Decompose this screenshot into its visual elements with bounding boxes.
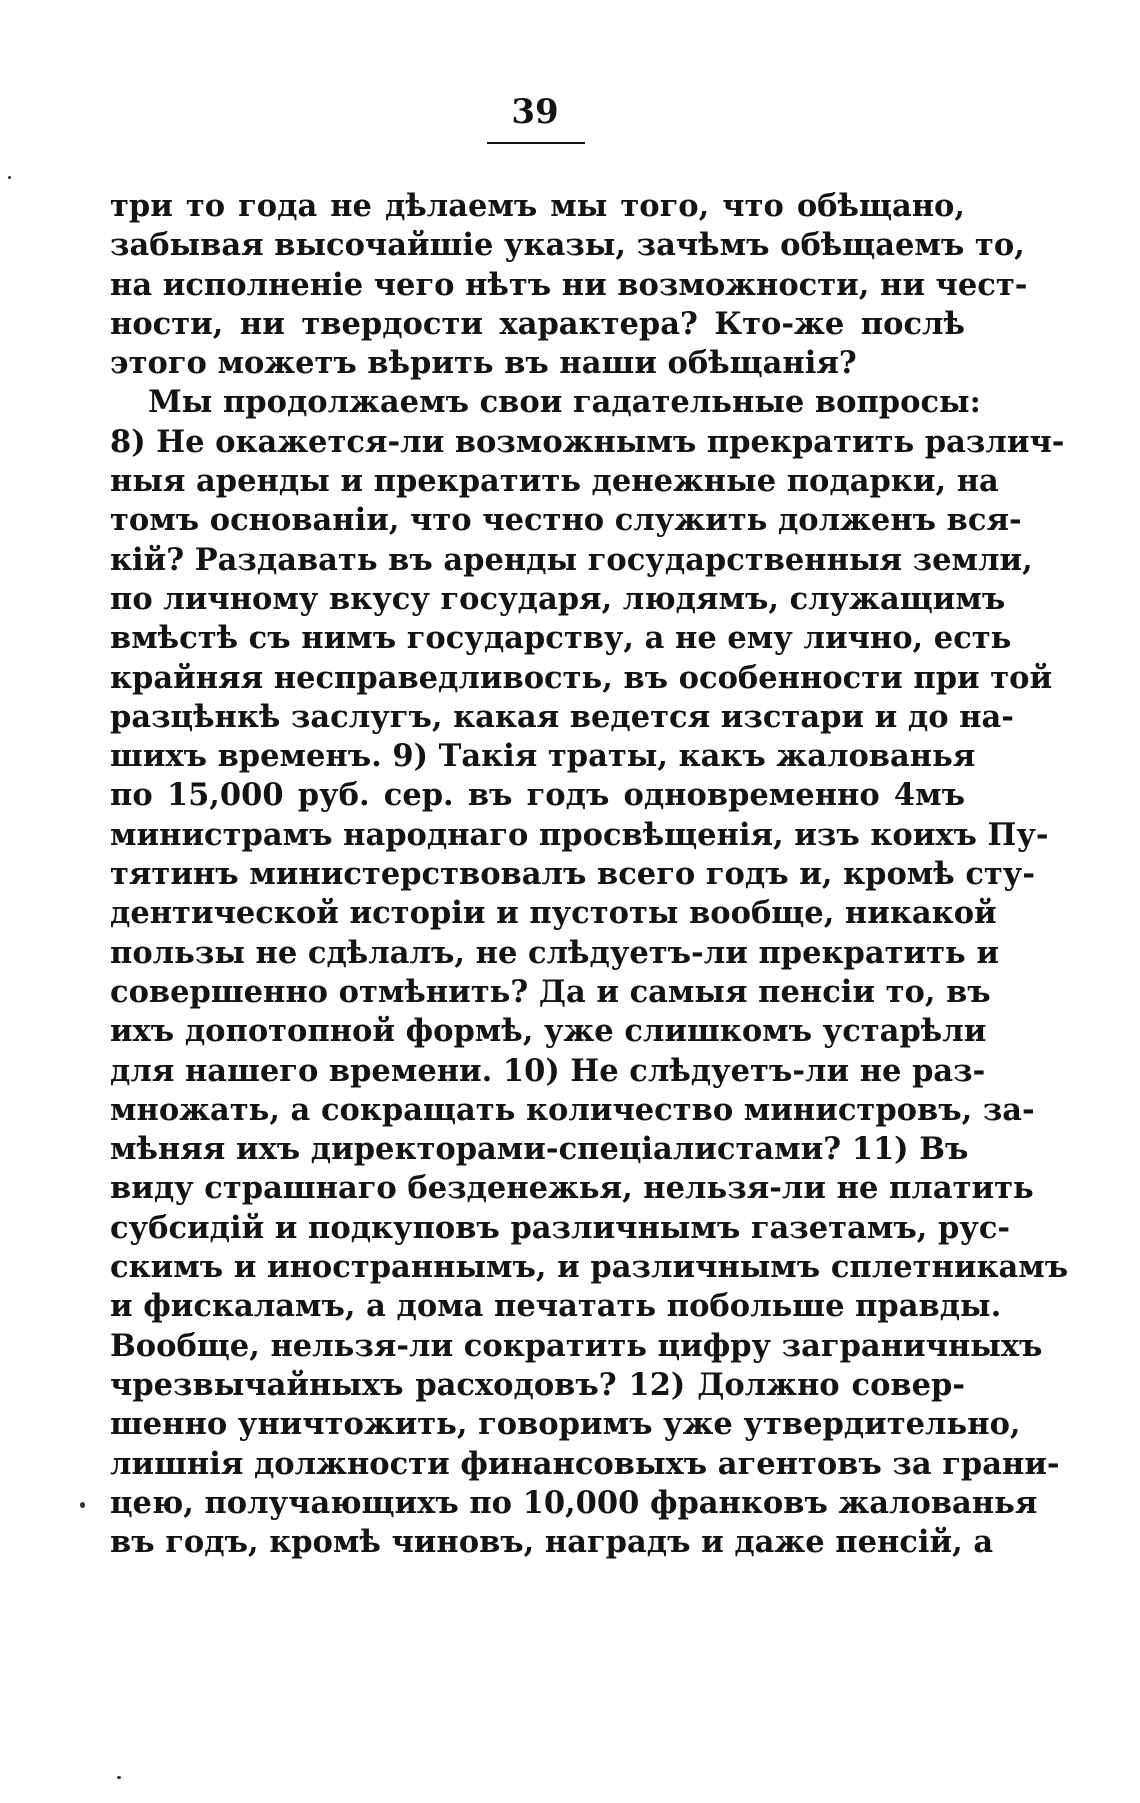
text-line: лишнія должности финансовыхъ агентовъ за грани- xyxy=(110,1445,1060,1482)
paragraph-2 xyxy=(110,383,1069,1562)
text-line: на исполненіе чего нѣтъ ни возможности, ни чест- xyxy=(110,266,1028,303)
text-line: шихъ временъ. 9) Такія траты, какъ жалованья xyxy=(110,738,976,775)
text-line: крайняя несправедливость, въ особенности при той xyxy=(110,659,1053,696)
text-line: кій? Раздавать въ аренды государственныя земли, xyxy=(110,541,1033,578)
text-line: субсидій и подкуповъ различнымъ газетамъ, рус- xyxy=(110,1209,1011,1246)
text-line: Мы продолжаемъ свои гадательные вопросы: xyxy=(148,384,981,421)
text-line: скимъ и иностраннымъ, и различнымъ сплетникамъ xyxy=(110,1249,1069,1286)
scan-speck xyxy=(8,176,11,179)
text-line: по личному вкусу государя, людямъ, служащимъ xyxy=(110,580,1006,617)
text-line: ныя аренды и прекратить денежные подарки, на xyxy=(110,463,999,500)
text-line: министрамъ народнаго просвѣщенія, изъ коихъ Пу- xyxy=(110,816,1049,853)
text-line: шенно уничтожить, говоримъ уже утвердительно, xyxy=(110,1406,1021,1443)
text-line: разцѣнкѣ заслугъ, какая ведется изстари и до на- xyxy=(110,698,1014,735)
text-line: мѣняя ихъ директорами-спеціалистами? 11) Въ xyxy=(110,1131,969,1168)
text-line: и фискаламъ, а дома печатать побольше правды. xyxy=(110,1288,1002,1325)
text-line: виду страшнаго безденежья, нельзя-ли не платить xyxy=(110,1170,1034,1207)
text-line: совершенно отмѣнить? Да и самыя пенсіи то, въ xyxy=(110,973,991,1010)
text-line: цею, получающихъ по 10,000 франковъ жалованья xyxy=(110,1484,1038,1521)
text-line: чрезвычайныхъ расходовъ? 12) Должно совер- xyxy=(110,1366,965,1403)
text-line: множать, а сокращать количество министровъ, за- xyxy=(110,1091,1035,1128)
page-number-rule xyxy=(487,142,585,144)
text-line: три то года не дѣлаемъ мы того, что обѣщано, xyxy=(110,188,965,224)
text-line: ихъ допотопной формѣ, уже слишкомъ устарѣли xyxy=(110,1013,987,1050)
text-line: вмѣстѣ съ нимъ государству, а не ему лично, есть xyxy=(110,620,1012,657)
page-number: 39 xyxy=(511,92,559,132)
text-line: этого можетъ вѣрить въ наши обѣщанія? xyxy=(110,345,857,382)
text-line: томъ основаніи, что честно служить долженъ вся- xyxy=(110,502,1022,539)
text-line: для нашего времени. 10) Не слѣдуетъ-ли не раз- xyxy=(110,1052,986,1089)
text-line: тятинъ министерствовалъ всего годъ и, кромѣ сту- xyxy=(110,856,1035,893)
text-line: въ годъ, кромѣ чиновъ, наградъ и даже пенсій, а xyxy=(110,1524,994,1561)
scan-speck xyxy=(117,1776,121,1779)
scan-speck xyxy=(80,1502,85,1508)
text-line: пользы не сдѣлалъ, не слѣдуетъ-ли прекратить и xyxy=(110,934,999,971)
paragraph-1 xyxy=(110,187,1028,383)
body-text xyxy=(110,187,1069,1562)
text-line: забывая высочайшіе указы, зачѣмъ обѣщаемъ то, xyxy=(110,227,1025,264)
text-line: Вообще, нельзя-ли сократить цифру заграничныхъ xyxy=(110,1327,1043,1364)
text-line: по 15,000 руб. сер. въ годъ одновременно 4мъ xyxy=(110,777,965,814)
text-line: ности, ни твердости характера? Кто-же послѣ xyxy=(110,305,965,342)
text-line: 8) Не окажется-ли возможнымъ прекратить различ- xyxy=(110,423,1065,460)
text-line: дентической исторіи и пустоты вообще, никакой xyxy=(110,895,997,932)
